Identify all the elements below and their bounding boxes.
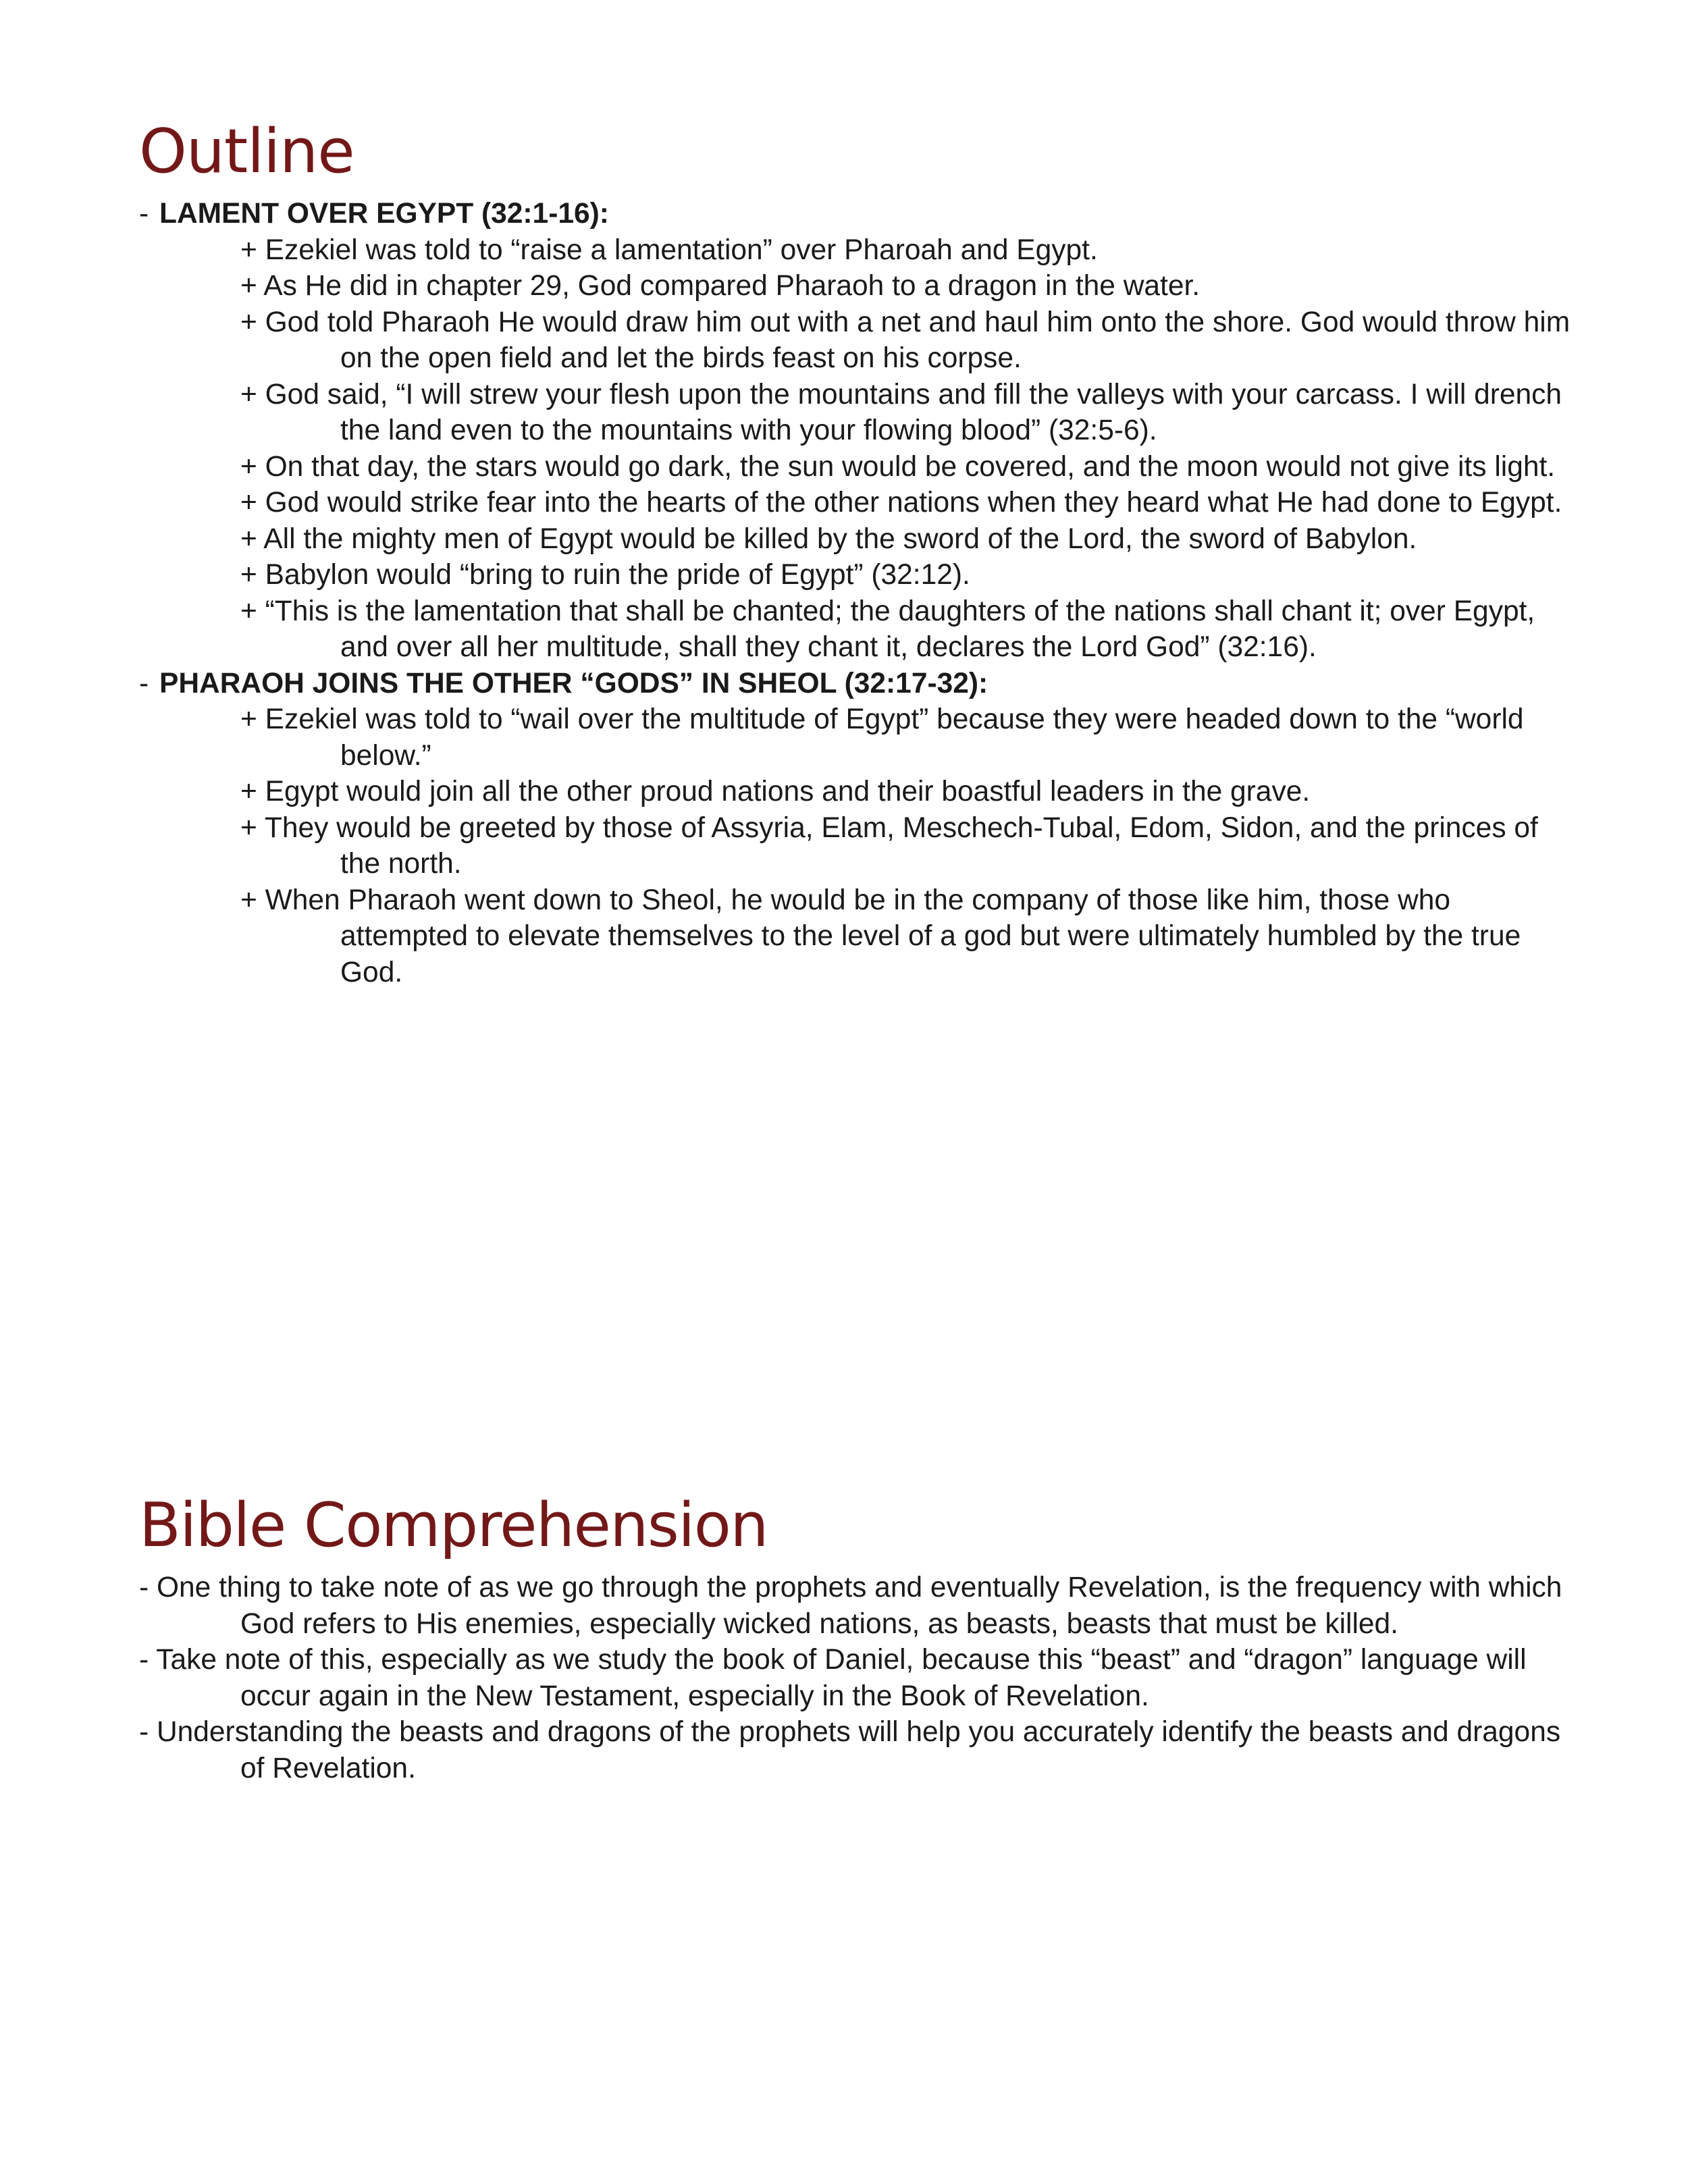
lament-point-5: + On that day, the stars would go dark, the sun would be covered, and the moon would not give its light. [240,450,1556,483]
lament-point-9: + “This is the lamentation that shall be chanted; the daughters of the nations shall chant it; over Egypt, and over all her multitude, shall they chant it, declares the Lord God” (32:16). [240,595,1535,663]
lament-point-8: + Babylon would “bring to ruin the pride of Egypt” (32:12). [240,559,970,591]
group-label-sheol: PHARAOH JOINS THE OTHER “GODS” IN SHEOL (32:17-32): [159,667,988,699]
bible-comprehension-heading: Bible Comprehension [139,1490,768,1561]
outline-list [139,196,1577,990]
sheol-point-4: + When Pharaoh went down to Sheol, he would be in the company of those like him, those who attempted to elevate themselves to the level of a god but were ultimately humbled by the true God. [240,884,1521,988]
comprehension-point-3: - Understanding the beasts and dragons of the prophets will help you accurately identify the beasts and dragons of Revelation. [139,1716,1561,1784]
comprehension-point-1: - One thing to take note of as we go through the prophets and eventually Revelation, is the frequency with which God refers to His enemies, especially wicked nations, as beasts, beasts that must be killed. [139,1572,1562,1640]
lament-point-3: + God told Pharaoh He would draw him out with a net and haul him onto the shore. God would throw him on the open field and let the birds feast on his corpse. [240,306,1571,374]
lament-point-6: + God would strike fear into the hearts of the other nations when they heard what He had done to Egypt. [240,487,1562,518]
lament-point-7: + All the mighty men of Egypt would be killed by the sword of the Lord, the sword of Babylon. [240,523,1417,555]
outline-heading: Outline [139,116,354,187]
lament-point-2: + As He did in chapter 29, God compared Pharaoh to a dragon in the water. [240,270,1201,302]
bible-comprehension-list [139,1570,1577,1786]
sheol-point-1: + Ezekiel was told to “wail over the multitude of Egypt” because they were headed down to the “world below.” [240,703,1524,772]
outline-group-sheol [139,666,1577,991]
bible-comprehension-section [139,1482,1577,1786]
dash-marker: - [139,198,149,230]
outline-group-lament [139,196,1577,666]
lament-point-4: + God said, “I will strew your flesh upon the mountains and fill the valleys with your carcass. I will drench the land even to the mountains with your flowing blood” (32:5-6). [240,378,1562,446]
sheol-point-2: + Egypt would join all the other proud nations and their boastful leaders in the grave. [240,776,1311,807]
lament-points [159,232,1577,666]
dash-marker: - [139,667,149,699]
sheol-point-3: + They would be greeted by those of Assyria, Elam, Meschech-Tubal, Edom, Sidon, and the princes of the north. [240,811,1538,880]
sheol-points [159,701,1577,990]
comprehension-point-2: - Take note of this, especially as we study the book of Daniel, because this “beast” and “dragon” language will occur again in the New Testament, especially in the Book of Revelation. [139,1644,1527,1712]
lament-point-1: + Ezekiel was told to “raise a lamentation” over Pharoah and Egypt. [240,234,1098,266]
group-label-lament: LAMENT OVER EGYPT (32:1-16): [159,198,609,230]
outline-section [139,108,1577,990]
